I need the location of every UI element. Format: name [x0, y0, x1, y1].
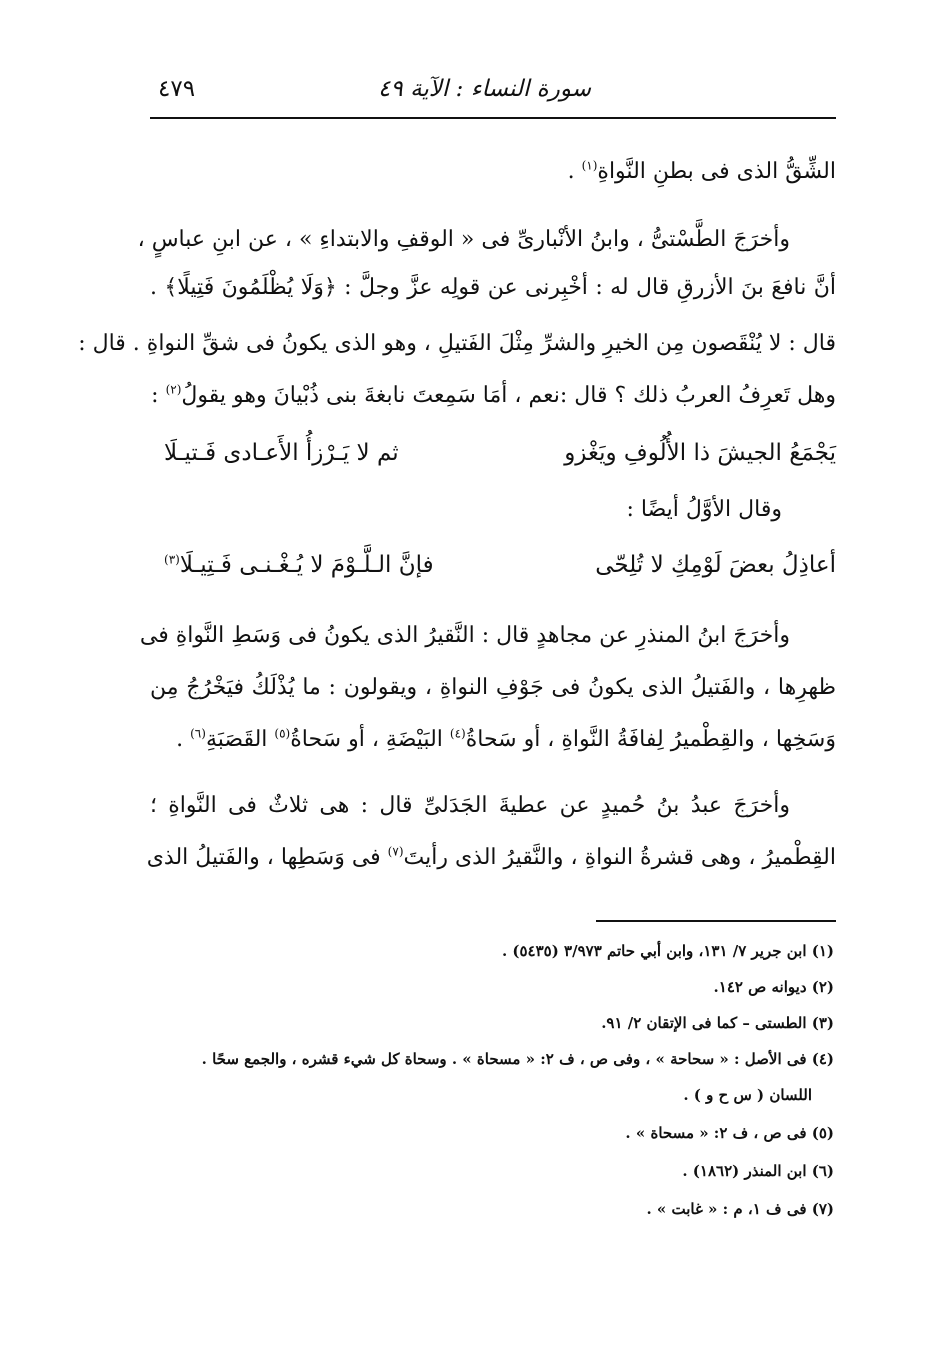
- verse-1: [150, 440, 836, 480]
- text-line: [146, 840, 836, 876]
- footnote: (١) ابن جرير ٧/ ١٣١، وابن أبي حاتم ٣/٩٧٣ (٥٤٣٥) .: [501, 942, 834, 960]
- text-span: :: [151, 383, 159, 408]
- text-line: [150, 722, 836, 758]
- text-line: وقال الأوَّلُ أيضًا :: [626, 497, 782, 522]
- text-span: فى وَسَطِها ، والفَتيلُ الذى: [146, 845, 381, 870]
- text-span: القَصَبَةِ: [205, 727, 268, 752]
- verse-2: [150, 552, 836, 592]
- footnote: (٤) فى الأصل : « سحاحة » ، وفى ص ، ف ٢: « مسحاة » . وسحاة كل شيء قشره ، والجمع سحًا .: [201, 1050, 834, 1068]
- text-span: البَيْضَةِ ، أو سَحاةُ: [290, 727, 443, 752]
- page-number: ٤٧٩: [158, 76, 196, 102]
- footnote-ref: (٢): [165, 382, 182, 397]
- text-span: فإنَّ الـلَّـوْمَ لا يُـغْـنـى فَـتِيـلَا: [179, 552, 434, 578]
- text-span: القِطْميرُ ، وهى قشرةُ النواةِ ، والنَّقيرُ الذى رأيتَ: [403, 845, 836, 870]
- text-span: .: [567, 159, 575, 184]
- footnote-ref: (٥): [274, 726, 291, 741]
- footnote: (٦) ابن المنذر (١٨٦٢) .: [682, 1162, 834, 1180]
- text-line: وأخرَجَ ابنُ المنذرِ عن مجاهدٍ قال : النَّقيرُ الذى يكونُ فى وَسَطِ النَّواةِ فى: [139, 623, 790, 648]
- text-span: .: [176, 727, 184, 752]
- text-line: أنَّ نافعَ بنَ الأزرقِ قال له : أخْبِرنى عن قولِه عزَّ وجلَّ : ﴿وَلَا يُظْلَمُونَ فَتِيلًا﴾ .: [150, 275, 836, 300]
- text-line: قال : لا يُنْقَصون مِن الخيرِ والشرِّ مِثْلَ الفَتيلِ ، وهو الذى يكونُ فى شقِّ النواةِ . قال :: [78, 331, 836, 356]
- text-line: ظهرِها ، والفَتيلُ الذى يكونُ فى جَوْفِ النواةِ ، ويقولون : ما يُذْلَكُ فيَخْرُجُ مِن: [150, 675, 836, 700]
- text-line: [150, 154, 836, 190]
- footnote: (٥) فى ص ، ف ٢: « مسحاة » .: [625, 1124, 834, 1142]
- footnote: (٧) فى ف ١، م : « غابت » .: [646, 1200, 834, 1218]
- verse-hemistich: [164, 552, 434, 578]
- verse-hemistich: أعاذِلُ بعضَ لَوْمِكِ لا تُلِحّى: [595, 552, 836, 578]
- running-header: [150, 72, 836, 108]
- text-line: وأخرَجَ عبدُ بنُ حُميدٍ عن عطيةَ الجَدَلىِّ قال : هى ثلاثٌ فى النَّواةِ ؛: [150, 793, 790, 818]
- text-span: الشِّقُّ الذى فى بطنِ النَّواةِ: [597, 159, 836, 184]
- verse-hemistich: يَجْمَعُ الجيشَ ذا الأُلُوفِ ويَغْزو: [564, 440, 836, 466]
- footnote-ref: (٧): [387, 844, 404, 859]
- footnote-ref: (٣): [164, 552, 180, 567]
- header-title: سورة النساء : الآية ٤٩: [378, 76, 591, 102]
- footnote: (٣) الطستى – كما فى الإتقان ٢/ ٩١.: [601, 1014, 834, 1032]
- footnote: (٢) ديوانه ص ١٤٢.: [713, 978, 834, 996]
- footnote-rule: [596, 920, 836, 922]
- footnote-ref: (٦): [190, 726, 206, 741]
- footnote-ref: (٤): [449, 726, 466, 741]
- footnote: اللسان ( س ح و ) .: [683, 1086, 812, 1104]
- header-rule: [150, 117, 836, 119]
- text-span: وَسَخِها ، والقِطْميرُ لِفافَةُ النَّواةِ ، أو سَحاةُ: [465, 727, 836, 752]
- text-span: وهل تَعرِفُ العربُ ذلك ؟ قال :نعم ، أمَا سَمِعتَ نابغةَ بنى ذُبْيانَ وهو يقولُ: [181, 383, 836, 408]
- text-line: وأخرَجَ الطَّسْتىُّ ، وابنُ الأنْبارىِّ فى « الوقفِ والابتداءِ » ، عن ابنِ عباسٍ ،: [137, 227, 790, 252]
- footnote-ref: (١): [581, 158, 598, 173]
- verse-hemistich: ثم لا يَـرْزأُ الأَعـادى فَـتيـلَا: [164, 440, 399, 466]
- text-line: [150, 378, 836, 414]
